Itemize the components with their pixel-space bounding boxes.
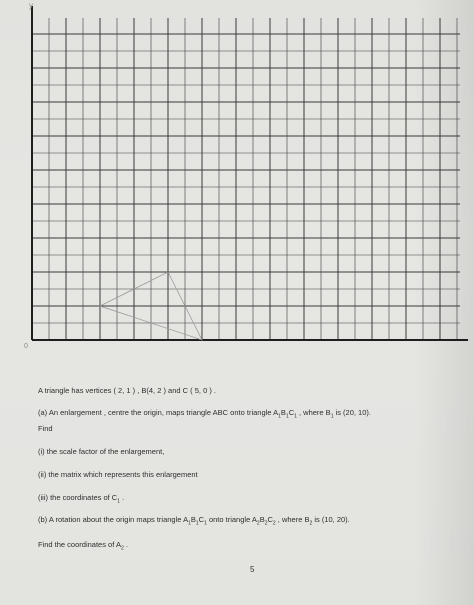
page-number: 5	[250, 565, 255, 574]
axes	[32, 6, 468, 340]
question-part-a: (a) An enlargement , centre the origin, maps triangle ABC onto triangle $A_1B_1C_1$ , where $B_1$ is (20, 10).	[38, 408, 371, 420]
question-part-a-i: (i) the scale factor of the enlargement,	[38, 447, 165, 456]
origin-label: 0	[24, 343, 28, 350]
question-part-a-iii: (iii) the coordinates of $C_1$ .	[38, 493, 125, 505]
question-part-a-ii: (ii) the matrix which represents this enlargement	[38, 470, 198, 479]
question-find: Find	[38, 424, 53, 433]
y-axis-label: y	[29, 1, 33, 10]
question-part-b: (b) A rotation about the origin maps triangle $A_1B_1C_1$ onto triangle $A_2B_2C_2$ , where $B_2$ is (10, 20).	[38, 515, 350, 527]
question-final: Find the coordinates of $A_2$ .	[38, 540, 128, 552]
question-intro: A triangle has vertices ( 2, 1 ) , B(4, 2 ) and C ( 5, 0 ) .	[38, 386, 216, 395]
grid-lines	[32, 18, 460, 340]
